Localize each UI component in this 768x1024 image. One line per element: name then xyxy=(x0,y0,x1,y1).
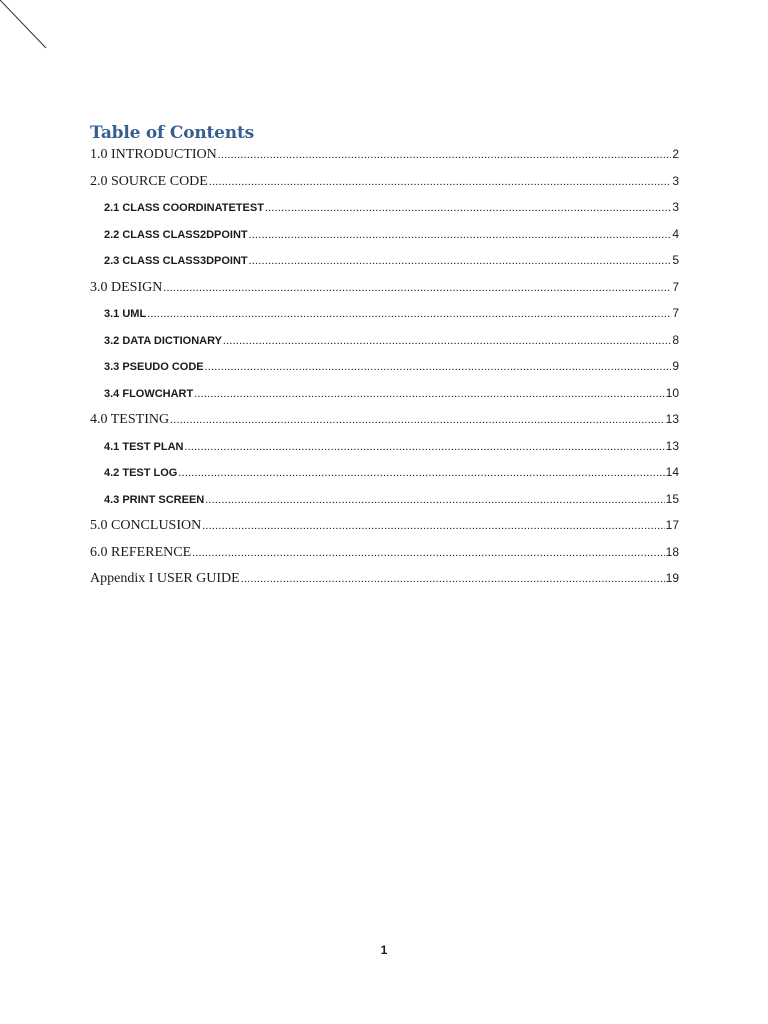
toc-entry-page: 13 xyxy=(665,412,679,426)
toc-entry-page: 7 xyxy=(672,306,679,320)
toc-dot-leader xyxy=(209,176,671,188)
toc-entry-page: 3 xyxy=(672,200,679,214)
toc-dot-leader xyxy=(170,414,665,426)
toc-entry[interactable] xyxy=(90,200,679,227)
toc-entry[interactable] xyxy=(90,227,679,254)
toc-entry-page: 3 xyxy=(672,173,679,188)
toc-entry[interactable] xyxy=(90,571,679,598)
toc-entry-label: 4.0 TESTING xyxy=(90,412,170,427)
toc-entry-label: 2.1 CLASS COORDINATETEST xyxy=(104,202,264,214)
toc-entry[interactable] xyxy=(90,492,679,519)
toc-entry[interactable] xyxy=(90,306,679,333)
toc-entry[interactable] xyxy=(90,545,679,572)
toc-entry-label: 3.2 DATA DICTIONARY xyxy=(104,334,222,347)
toc-entry-label: 2.0 SOURCE CODE xyxy=(90,173,208,189)
toc-dot-leader xyxy=(147,308,671,320)
toc-entry[interactable] xyxy=(90,147,679,174)
toc-entry-page: 4 xyxy=(672,226,679,241)
toc-entry-label: Appendix I USER GUIDE xyxy=(90,571,240,586)
toc-entry[interactable] xyxy=(90,412,679,439)
toc-dot-leader xyxy=(218,149,672,161)
toc-entry[interactable] xyxy=(90,465,679,492)
toc-entry[interactable] xyxy=(90,386,679,413)
toc-entry-label: 2.2 CLASS CLASS2DPOINT xyxy=(104,228,248,241)
toc-entry[interactable] xyxy=(90,439,679,466)
toc-entry-page: 5 xyxy=(672,253,679,267)
toc-dot-leader xyxy=(202,520,664,532)
toc-entry-label: 3.3 PSEUDO CODE xyxy=(104,361,204,373)
table-of-contents xyxy=(90,147,679,598)
toc-entry[interactable] xyxy=(90,174,679,201)
toc-entry-label: 3.1 UML xyxy=(104,308,147,320)
toc-entry-label: 6.0 REFERENCE xyxy=(90,544,192,560)
toc-entry-page: 7 xyxy=(672,279,679,294)
toc-entry-page: 10 xyxy=(665,385,679,400)
toc-entry-page: 2 xyxy=(672,147,679,161)
toc-entry[interactable] xyxy=(90,518,679,545)
toc-entry-label: 3.4 FLOWCHART xyxy=(104,387,194,400)
toc-entry-page: 15 xyxy=(665,491,679,506)
toc-dot-leader xyxy=(241,573,665,585)
toc-entry-label: 1.0 INTRODUCTION xyxy=(90,147,217,162)
corner-crop-mark xyxy=(0,0,48,50)
toc-entry-label: 2.3 CLASS CLASS3DPOINT xyxy=(104,255,248,267)
toc-dot-leader xyxy=(223,335,671,347)
toc-title: Table of Contents xyxy=(90,123,254,143)
toc-dot-leader xyxy=(178,467,664,479)
toc-entry-page: 18 xyxy=(665,544,679,559)
toc-entry[interactable] xyxy=(90,253,679,280)
toc-entry-label: 5.0 CONCLUSION xyxy=(90,518,202,533)
toc-entry[interactable] xyxy=(90,359,679,386)
toc-entry-page: 13 xyxy=(665,438,679,453)
toc-dot-leader xyxy=(163,282,671,294)
toc-dot-leader xyxy=(205,361,672,373)
toc-entry-page: 17 xyxy=(665,518,679,532)
toc-entry[interactable] xyxy=(90,280,679,307)
toc-entry-page: 9 xyxy=(672,359,679,373)
toc-entry-label: 4.3 PRINT SCREEN xyxy=(104,493,205,506)
toc-dot-leader xyxy=(265,202,671,214)
toc-dot-leader xyxy=(205,494,664,506)
toc-entry[interactable] xyxy=(90,333,679,360)
toc-entry-label: 3.0 DESIGN xyxy=(90,279,163,295)
page-number: 1 xyxy=(380,943,388,957)
toc-entry-page: 14 xyxy=(665,465,679,479)
toc-entry-label: 4.1 TEST PLAN xyxy=(104,440,184,453)
toc-dot-leader xyxy=(194,388,664,400)
toc-dot-leader xyxy=(184,441,664,453)
toc-dot-leader xyxy=(192,547,665,559)
toc-entry-page: 19 xyxy=(665,571,679,585)
toc-entry-label: 4.2 TEST LOG xyxy=(104,467,178,479)
toc-dot-leader xyxy=(249,229,672,241)
toc-entry-page: 8 xyxy=(672,332,679,347)
toc-dot-leader xyxy=(249,255,672,267)
